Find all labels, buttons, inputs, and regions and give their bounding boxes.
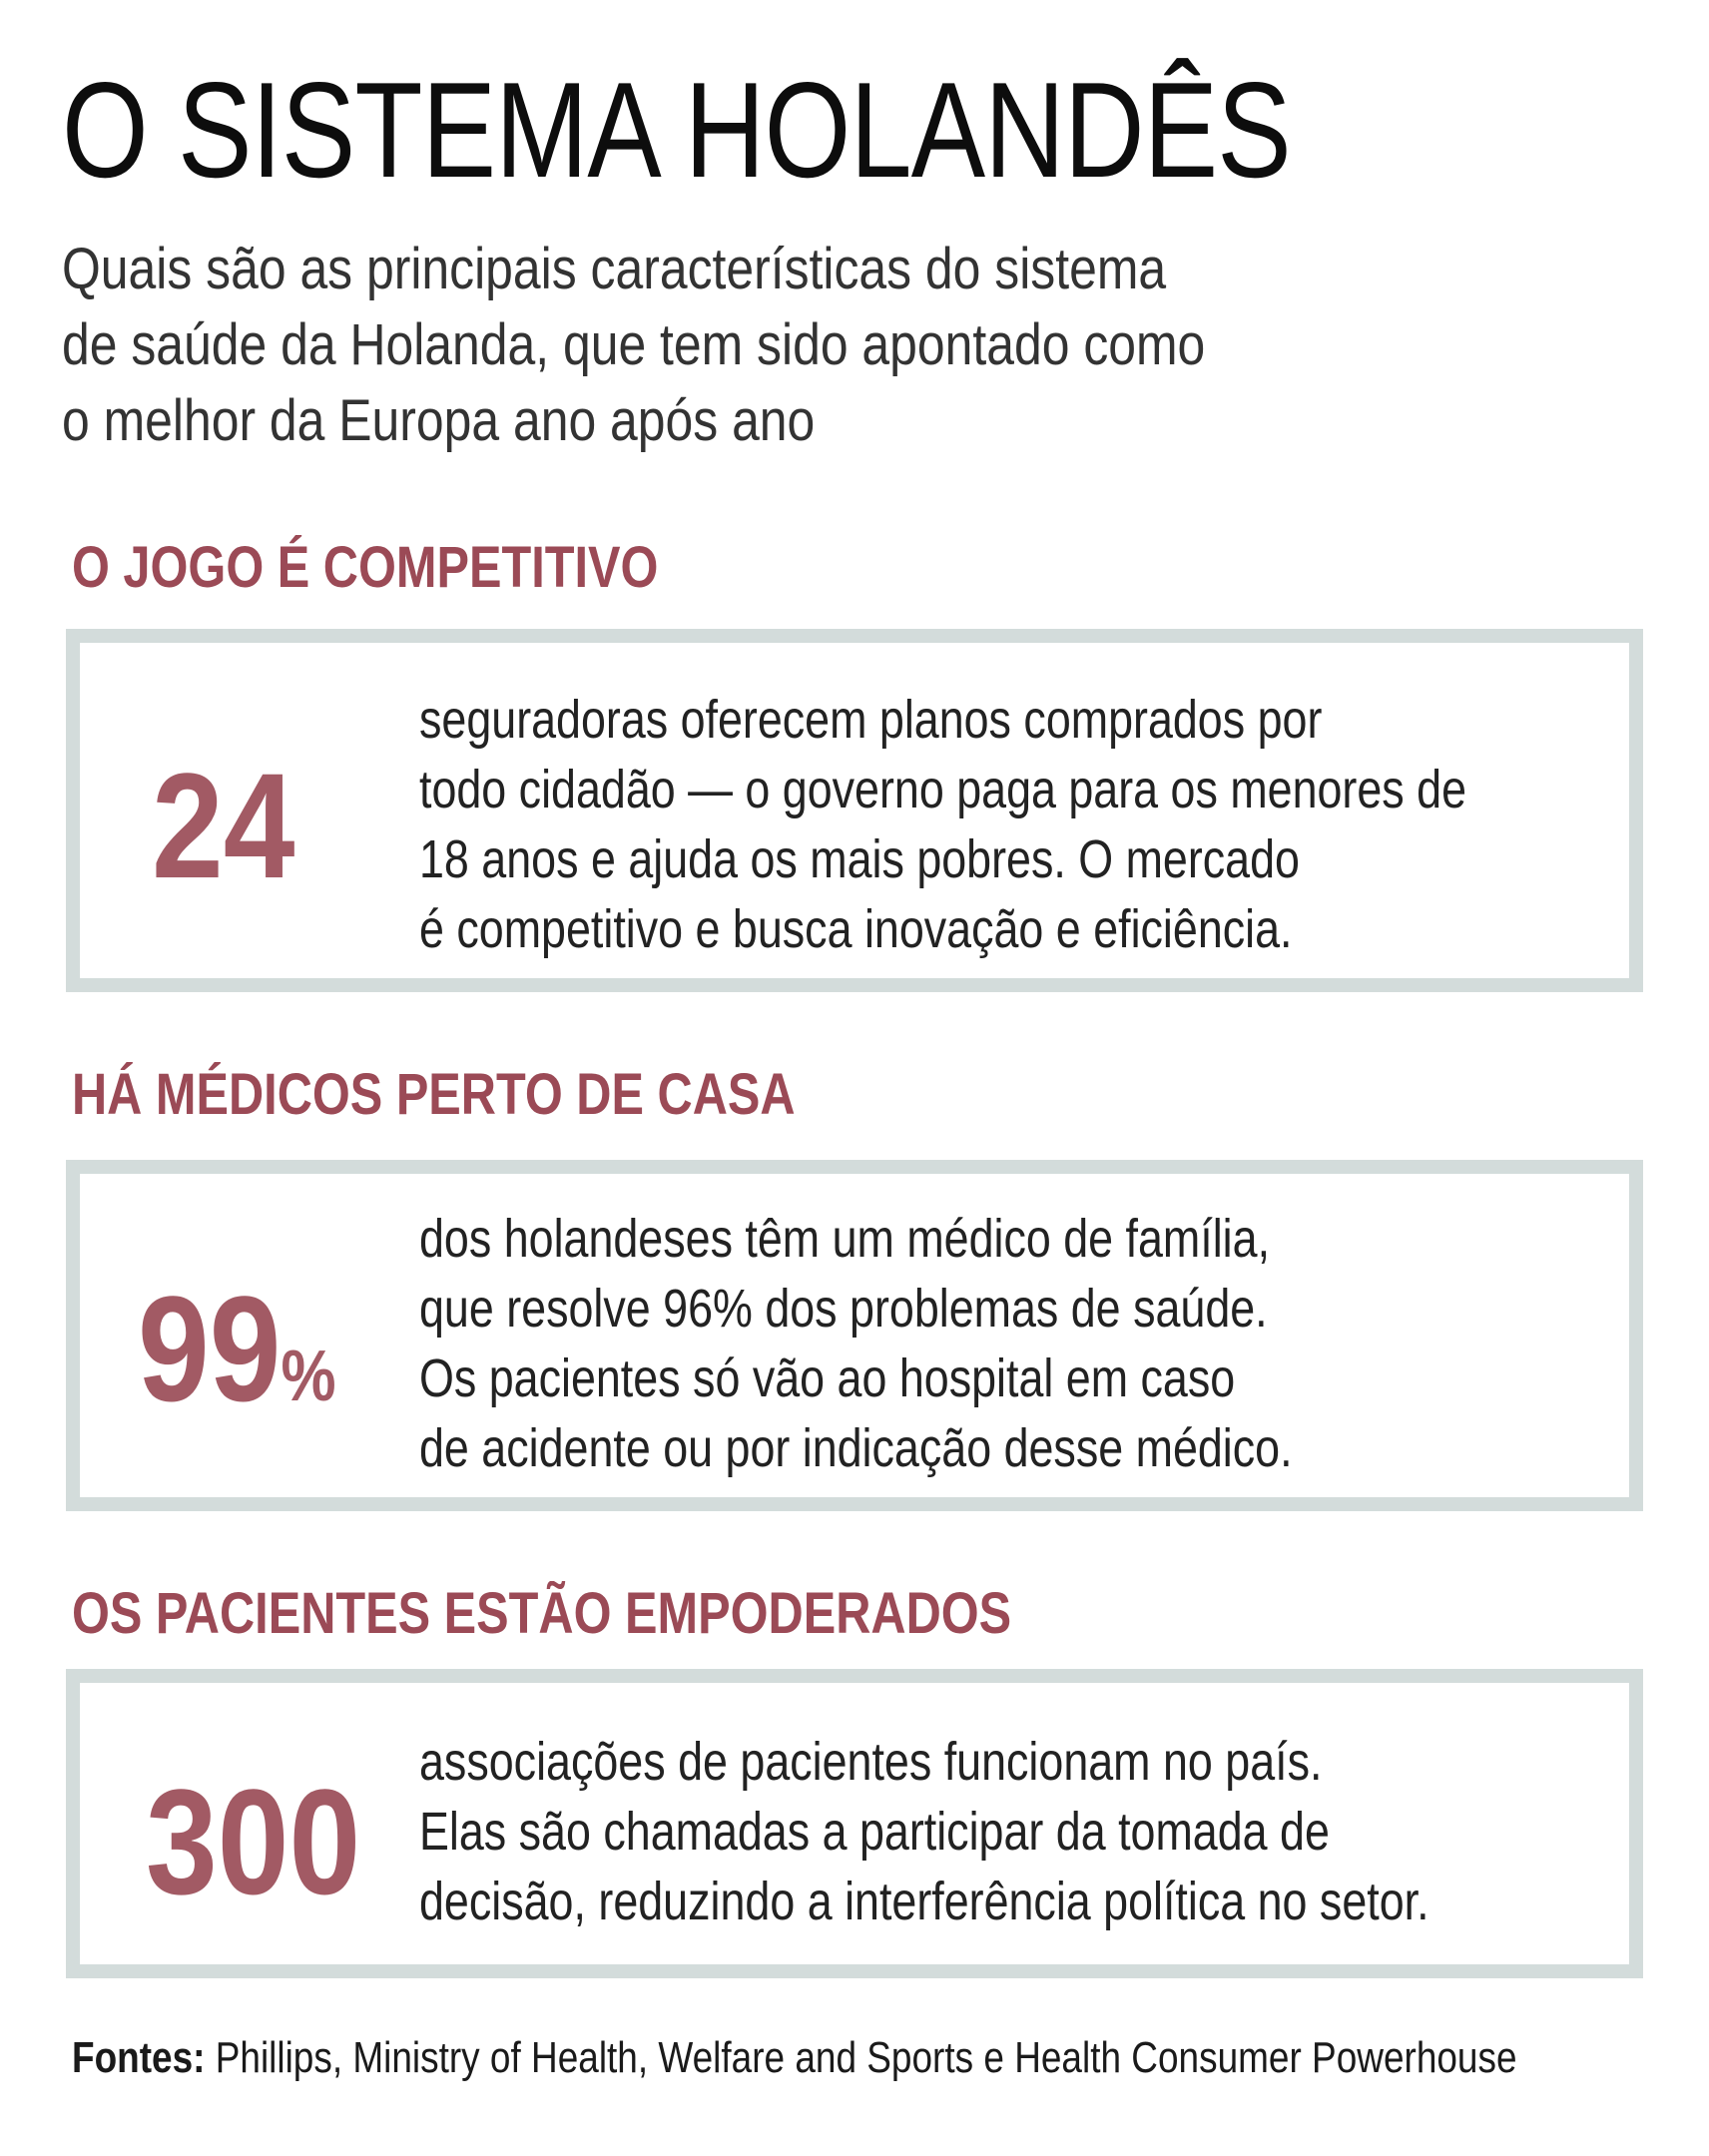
section-box-competitivo: [66, 629, 1643, 992]
text-line: seguradoras oferecem planos comprados por: [419, 690, 1323, 750]
text-line: de acidente ou por indicação desse médico.: [419, 1418, 1293, 1478]
stat-value: 24: [152, 742, 295, 909]
section-text: [419, 685, 1466, 964]
text-line: é competitivo e busca inovação e eficiência.: [419, 899, 1293, 959]
text-line: decisão, reduzindo a interferência política no setor.: [419, 1872, 1429, 1931]
stat-number-associations: [146, 1758, 361, 1925]
stat-unit: %: [281, 1337, 336, 1416]
stat-number-family-doctor: [138, 1265, 336, 1432]
sources-text: Phillips, Ministry of Health, Welfare and Sports e Health Consumer Powerhouse: [205, 2033, 1517, 2082]
text-line: 18 anos e ajuda os mais pobres. O mercado: [419, 829, 1300, 889]
section-box-pacientes: [66, 1669, 1643, 1978]
text-line: que resolve 96% dos problemas de saúde.: [419, 1279, 1268, 1339]
sources-footer: [72, 2033, 1517, 2082]
subtitle-line: o melhor da Europa ano após ano: [62, 388, 816, 453]
section-heading-pacientes: OS PACIENTES ESTÃO EMPODERADOS: [72, 1581, 1012, 1646]
stat-value: 300: [146, 1758, 361, 1925]
section-heading-medicos: HÁ MÉDICOS PERTO DE CASA: [72, 1062, 796, 1127]
subtitle-line: Quais são as principais características do sistema: [62, 237, 1167, 301]
stat-value: 99: [138, 1265, 282, 1432]
section-text: [419, 1204, 1293, 1483]
sources-label: Fontes:: [72, 2033, 206, 2082]
text-line: dos holandeses têm um médico de família,: [419, 1209, 1271, 1269]
section-box-medicos: [66, 1160, 1643, 1511]
section-text: [419, 1727, 1429, 1936]
text-line: Elas são chamadas a participar da tomada de: [419, 1802, 1330, 1862]
text-line: associações de pacientes funcionam no país.: [419, 1732, 1323, 1792]
section-heading-competitivo: O JOGO É COMPETITIVO: [72, 535, 659, 600]
subtitle-line: de saúde da Holanda, que tem sido apontado como: [62, 312, 1206, 377]
page-subtitle: [62, 232, 1350, 459]
page-title: O SISTEMA HOLANDÊS: [62, 54, 1291, 206]
text-line: Os pacientes só vão ao hospital em caso: [419, 1348, 1236, 1408]
text-line: todo cidadão — o governo paga para os menores de: [419, 760, 1467, 819]
stat-number-insurers: [152, 742, 295, 909]
